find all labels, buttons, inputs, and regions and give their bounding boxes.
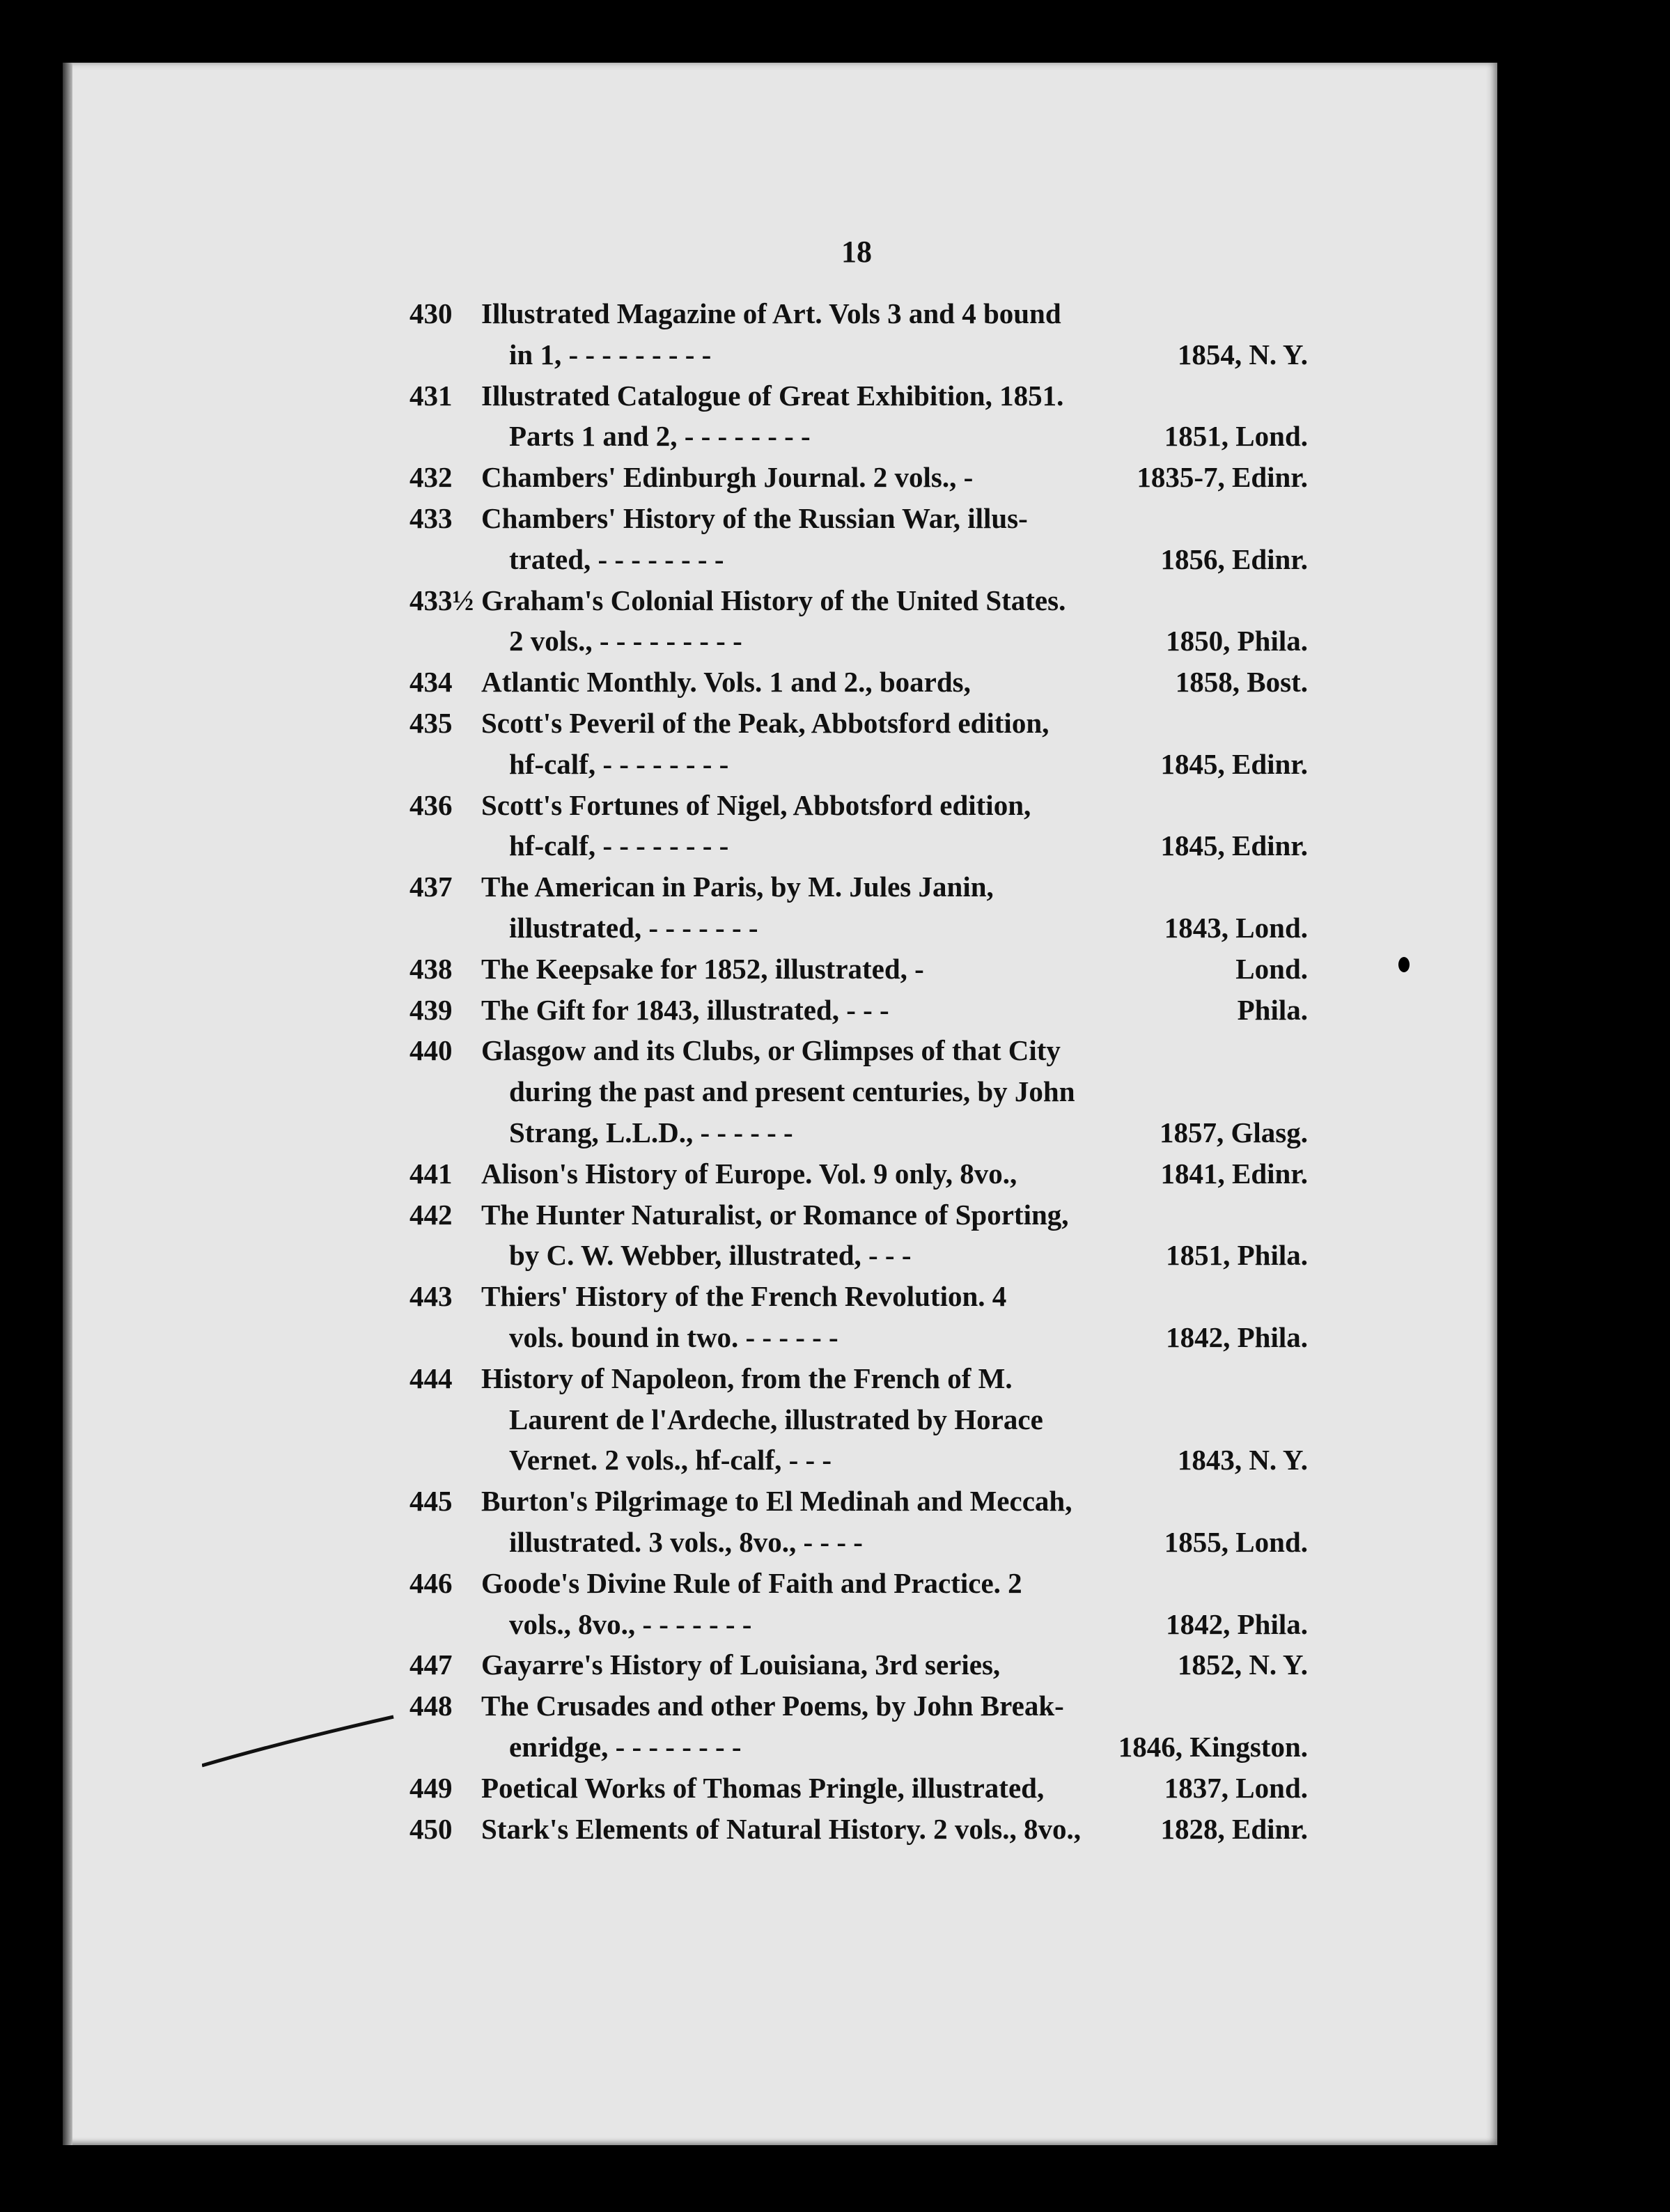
imprint-date-place: 1843, Lond. (1159, 907, 1308, 949)
entry-text: by C. W. Webber, illustrated, - - - (509, 1239, 912, 1271)
imprint-date-place: 1843, N. Y. (1172, 1439, 1308, 1481)
lot-number: 438 (409, 953, 453, 985)
page-number: 18 (841, 235, 872, 269)
entry-text: vols., 8vo., - - - - - - - (509, 1608, 752, 1640)
catalogue-continuation-line (409, 1603, 1308, 1645)
catalogue-entry-line (409, 1153, 1308, 1194)
catalogue-entry-line (409, 784, 1308, 826)
lot-number: 450 (409, 1813, 453, 1845)
catalogue-continuation-line (409, 1726, 1308, 1768)
imprint-date-place: 1851, Lond. (1159, 415, 1308, 457)
imprint-date-place: 1858, Bost. (1170, 661, 1308, 703)
entry-text: The Keepsake for 1852, illustrated, - (481, 953, 924, 985)
entry-text: The Hunter Naturalist, or Romance of Sporting, (481, 1199, 1069, 1231)
catalogue-entry-line (409, 1562, 1308, 1604)
imprint-date-place: 1845, Edinr. (1155, 743, 1308, 785)
imprint-date-place: 1841, Edinr. (1155, 1153, 1308, 1194)
catalogue-entry-line (409, 579, 1308, 621)
entry-text: Strang, L.L.D., - - - - - - (509, 1116, 793, 1148)
catalogue-continuation-line (409, 538, 1308, 580)
lot-number: 437 (409, 871, 453, 903)
entry-text: Illustrated Magazine of Art. Vols 3 and 4 bound (481, 297, 1061, 329)
lot-number: 442 (409, 1199, 453, 1231)
entry-text: Alison's History of Europe. Vol. 9 only, 8vo., (481, 1158, 1017, 1190)
catalogue-continuation-line (409, 1112, 1308, 1153)
catalogue-continuation-line (409, 1070, 1308, 1112)
entry-text: 2 vols., - - - - - - - - - (509, 625, 742, 657)
entry-text: hf-calf, - - - - - - - - (509, 830, 729, 862)
entry-text: illustrated. 3 vols., 8vo., - - - - (509, 1526, 863, 1558)
catalogue-entry-line (409, 1029, 1308, 1071)
lot-number: 433½ (409, 584, 474, 616)
entry-text: Vernet. 2 vols., hf-calf, - - - (509, 1444, 832, 1476)
imprint-date-place: Phila. (1232, 989, 1308, 1031)
entry-text: Scott's Fortunes of Nigel, Abbotsford edition, (481, 789, 1031, 821)
catalogue-entry-line (409, 1808, 1308, 1850)
catalogue-entry-line (409, 1194, 1308, 1236)
catalogue-entry-line (409, 1480, 1308, 1522)
margin-dot (1398, 957, 1410, 972)
entry-text: illustrated, - - - - - - - (509, 912, 758, 944)
entry-text: Gayarre's History of Louisiana, 3rd series, (481, 1649, 1001, 1681)
entry-text: trated, - - - - - - - - (509, 543, 724, 575)
entry-text: Glasgow and its Clubs, or Glimpses of that City (481, 1034, 1061, 1066)
imprint-date-place: 1850, Phila. (1160, 620, 1308, 662)
entry-text: Scott's Peveril of the Peak, Abbotsford edition, (481, 707, 1049, 739)
lot-number: 446 (409, 1567, 453, 1599)
entry-text: Graham's Colonial History of the United States. (481, 584, 1066, 616)
lot-number: 449 (409, 1772, 453, 1804)
catalogue-entry-line (409, 1357, 1308, 1399)
imprint-date-place: 1855, Lond. (1159, 1521, 1308, 1563)
entry-text: Illustrated Catalogue of Great Exhibition, 1851. (481, 380, 1064, 412)
entry-text: Chambers' History of the Russian War, illus- (481, 502, 1028, 534)
entry-text: The Gift for 1843, illustrated, - - - (481, 994, 889, 1026)
catalogue-continuation-line (409, 1316, 1308, 1358)
imprint-date-place: 1852, N. Y. (1172, 1644, 1308, 1685)
catalogue-continuation-line (409, 1439, 1308, 1481)
catalogue-entry-line (409, 497, 1308, 539)
imprint-date-place: 1856, Edinr. (1155, 538, 1308, 580)
catalogue-entry-line (409, 293, 1308, 334)
catalogue-continuation-line (409, 620, 1308, 662)
imprint-date-place: 1842, Phila. (1160, 1603, 1308, 1645)
imprint-date-place: 1828, Edinr. (1155, 1808, 1308, 1850)
imprint-date-place: 1851, Phila. (1160, 1234, 1308, 1276)
catalogue-entry-line (409, 456, 1308, 498)
catalogue-continuation-line (409, 1234, 1308, 1276)
entry-text: vols. bound in two. - - - - - - (509, 1321, 838, 1353)
catalogue-entry-line (409, 866, 1308, 908)
catalogue-continuation-line (409, 334, 1308, 375)
catalogue-entry-line (409, 948, 1308, 990)
entry-text: Atlantic Monthly. Vols. 1 and 2., boards, (481, 666, 971, 698)
entry-text: Parts 1 and 2, - - - - - - - - (509, 420, 811, 452)
catalogue-entry-line (409, 375, 1308, 416)
lot-number: 444 (409, 1362, 453, 1394)
catalogue-entry-line (409, 702, 1308, 744)
imprint-date-place: 1842, Phila. (1160, 1316, 1308, 1358)
entry-text: during the past and present centuries, by John (509, 1075, 1075, 1107)
lot-number: 431 (409, 380, 453, 412)
margin-dot (1502, 259, 1513, 274)
catalogue-continuation-line (409, 907, 1308, 949)
lot-number: 434 (409, 666, 453, 698)
entry-text: Stark's Elements of Natural History. 2 vols., 8vo., (481, 1813, 1081, 1845)
imprint-date-place: 1846, Kingston. (1113, 1726, 1308, 1768)
entry-text: History of Napoleon, from the French of M. (481, 1362, 1013, 1394)
lot-number: 443 (409, 1280, 453, 1312)
imprint-date-place: Lond. (1230, 948, 1308, 990)
entry-text: hf-calf, - - - - - - - - (509, 748, 729, 780)
lot-number: 440 (409, 1034, 453, 1066)
entry-text: The American in Paris, by M. Jules Janin, (481, 871, 994, 903)
entry-text: in 1, - - - - - - - - - (509, 338, 712, 371)
entry-text: The Crusades and other Poems, by John Break- (481, 1690, 1064, 1722)
lot-number: 435 (409, 707, 453, 739)
catalogue-entry-line (409, 1767, 1308, 1809)
entry-text: Chambers' Edinburgh Journal. 2 vols., - (481, 461, 974, 493)
lot-number: 433 (409, 502, 453, 534)
catalogue-continuation-line (409, 825, 1308, 866)
margin-dot (1504, 1066, 1515, 1081)
entry-text: Goode's Divine Rule of Faith and Practice. 2 (481, 1567, 1022, 1599)
catalogue-entry-line (409, 1685, 1308, 1727)
entry-text: Thiers' History of the French Revolution. 4 (481, 1280, 1007, 1312)
margin-dot (1504, 1950, 1515, 1965)
imprint-date-place: 1835-7, Edinr. (1131, 456, 1308, 498)
lot-number: 445 (409, 1485, 453, 1517)
catalogue-entry-line (409, 661, 1308, 703)
catalogue-continuation-line (409, 743, 1308, 785)
catalogue-entry-line (409, 1644, 1308, 1685)
entry-text: Burton's Pilgrimage to El Medinah and Meccah, (481, 1485, 1072, 1517)
margin-dot (1504, 1646, 1515, 1662)
imprint-date-place: 1845, Edinr. (1155, 825, 1308, 866)
lot-number: 448 (409, 1690, 453, 1722)
catalogue-continuation-line (409, 1399, 1308, 1440)
entry-text: Poetical Works of Thomas Pringle, illustrated, (481, 1772, 1045, 1804)
lot-number: 441 (409, 1158, 453, 1190)
catalogue-continuation-line (409, 1521, 1308, 1563)
pen-mark (202, 1713, 397, 1769)
lot-number: 447 (409, 1649, 453, 1681)
entry-text: enridge, - - - - - - - - (509, 1731, 742, 1763)
catalogue-continuation-line (409, 415, 1308, 457)
lot-number: 436 (409, 789, 453, 821)
lot-number: 432 (409, 461, 453, 493)
imprint-date-place: 1854, N. Y. (1172, 334, 1308, 375)
entry-text: Laurent de l'Ardeche, illustrated by Horace (509, 1403, 1043, 1435)
lot-number: 439 (409, 994, 453, 1026)
catalogue-entry-line (409, 989, 1308, 1031)
imprint-date-place: 1837, Lond. (1159, 1767, 1308, 1809)
imprint-date-place: 1857, Glasg. (1154, 1112, 1308, 1153)
catalogue-entry-line (409, 1275, 1308, 1317)
lot-number: 430 (409, 297, 453, 329)
